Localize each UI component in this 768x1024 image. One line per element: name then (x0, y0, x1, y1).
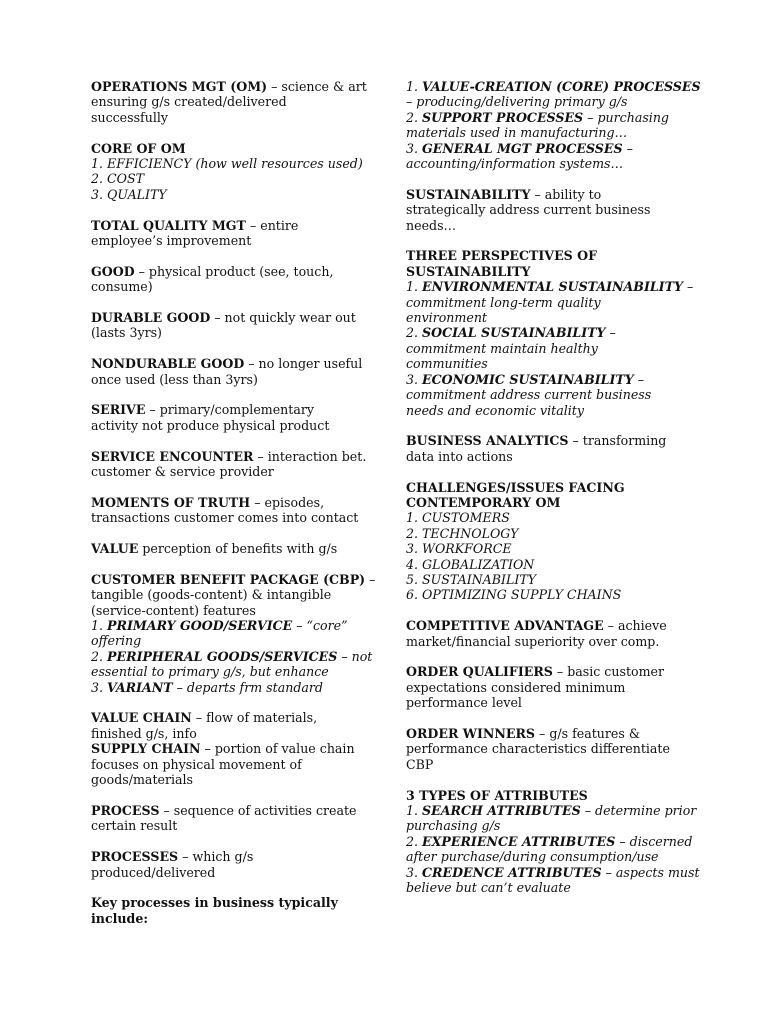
text-run: focuses on physical movement of (91, 756, 302, 772)
right-column (406, 79, 701, 895)
text-line (406, 310, 682, 325)
text-run: – (682, 279, 694, 295)
text-line (406, 94, 682, 109)
text-run: performance level (406, 695, 522, 711)
text-line (406, 726, 682, 741)
text-line (406, 218, 682, 233)
text-run: – entire (245, 217, 299, 233)
term-heading: CONTEMPORARY OM (406, 494, 561, 510)
note-block (91, 849, 363, 880)
note-block (91, 264, 363, 295)
text-run: produced/delivered (91, 864, 216, 880)
text-run: – basic customer (552, 664, 664, 680)
term-heading: SERVICE ENCOUNTER (91, 448, 254, 464)
text-line (91, 156, 363, 171)
text-run: – which g/s (178, 849, 254, 865)
text-line (91, 895, 363, 910)
text-line (406, 757, 682, 772)
text-line (91, 587, 363, 602)
term-heading: ENVIRONMENTAL SUSTAINABILITY (422, 279, 683, 295)
text-run: – physical product (see, touch, (134, 263, 334, 279)
text-line (91, 571, 376, 587)
note-block (91, 218, 363, 249)
text-line (91, 325, 363, 340)
text-run: 3. (91, 679, 108, 695)
text-run: 1. EFFICIENCY (how well resources used) (91, 156, 363, 172)
text-run: needs… (406, 217, 457, 233)
text-run: successfully (91, 109, 169, 125)
text-line (91, 726, 363, 741)
text-run: tangible (goods-content) & intangible (91, 587, 332, 603)
text-line (91, 680, 363, 695)
text-run: – aspects must (601, 864, 700, 880)
text-line (406, 110, 682, 125)
text-line (406, 403, 682, 418)
text-line (91, 448, 367, 464)
text-line (91, 79, 367, 94)
text-run: 2. (406, 833, 423, 849)
text-run: expectations considered minimum (406, 679, 626, 695)
text-run: believe but can’t evaluate (406, 880, 571, 895)
text-run: 3. QUALITY (91, 186, 167, 202)
text-line (91, 402, 363, 417)
text-run: 4. GLOBALIZATION (406, 556, 535, 572)
text-run: CBP (406, 756, 434, 772)
text-run: – (633, 371, 645, 387)
term-heading: COMPETITIVE ADVANTAGE (406, 618, 604, 634)
text-line (91, 803, 363, 818)
text-line (406, 433, 682, 448)
text-run: 3. (406, 864, 423, 880)
text-line (406, 541, 682, 556)
text-run: offering (91, 633, 142, 649)
text-line (91, 372, 363, 387)
text-run: 5. SUSTAINABILITY (406, 571, 537, 587)
text-line (406, 125, 682, 140)
term-heading: VALUE-CREATION (CORE) PROCESSES (422, 79, 701, 94)
text-run: goods/materials (91, 772, 194, 788)
text-line (91, 279, 363, 294)
text-line (406, 295, 682, 310)
text-line (406, 187, 682, 202)
text-line (406, 864, 700, 880)
text-line (91, 94, 363, 109)
text-run: – portion of value chain (200, 741, 355, 757)
note-block (91, 895, 363, 926)
text-run: consume) (91, 279, 153, 295)
text-run: materials used in manufacturing… (406, 125, 628, 141)
text-run: communities (406, 356, 488, 372)
term-heading: include: (91, 910, 149, 926)
term-heading: Key processes in business typically (91, 895, 338, 911)
text-run: customer & service provider (91, 464, 274, 480)
note-block (91, 803, 363, 834)
term-heading: GENERAL MGT PROCESSES (422, 140, 623, 156)
text-run: 6. OPTIMIZING SUPPLY CHAINS (406, 587, 622, 603)
text-line (406, 818, 682, 833)
term-heading: CHALLENGES/ISSUES FACING (406, 479, 625, 495)
text-line (91, 757, 363, 772)
term-heading: SUPPLY CHAIN (91, 741, 201, 757)
term-heading: MOMENTS OF TRUTH (91, 494, 251, 510)
text-line (406, 557, 682, 572)
text-run: – (365, 571, 376, 587)
text-line (406, 79, 701, 94)
text-line (91, 356, 363, 371)
text-run: – determine prior (580, 802, 697, 818)
text-run: – “core” (292, 618, 348, 634)
text-line (406, 279, 694, 295)
text-run: 2. TECHNOLOGY (406, 525, 519, 541)
term-heading: BUSINESS ANALYTICS (406, 433, 569, 449)
text-line (91, 141, 363, 156)
text-run: once used (less than 3yrs) (91, 371, 258, 387)
text-run: – interaction bet. (253, 448, 367, 464)
text-line (91, 233, 363, 248)
text-line (91, 187, 363, 202)
note-block (91, 710, 363, 787)
text-line (91, 264, 363, 279)
term-heading: VALUE (91, 541, 139, 557)
text-line (91, 510, 363, 525)
term-heading: SEARCH ATTRIBUTES (422, 802, 581, 818)
note-block (91, 141, 363, 203)
note-block (91, 495, 363, 526)
text-line (91, 603, 363, 618)
text-line (406, 495, 682, 510)
text-line (91, 818, 363, 833)
text-line (91, 865, 363, 880)
text-line (406, 695, 682, 710)
text-line (406, 634, 682, 649)
text-run: commitment maintain healthy (406, 340, 598, 356)
text-line (91, 741, 363, 756)
text-line (91, 710, 363, 725)
text-run: needs and economic vitality (406, 402, 584, 418)
text-run: 3. (406, 371, 423, 387)
text-line (406, 248, 682, 263)
text-run: – episodes, (250, 494, 325, 510)
text-line (406, 141, 682, 156)
text-run: performance characteristics differentiate (406, 741, 670, 757)
text-run: 2. COST (91, 171, 145, 187)
text-run: 3. (406, 140, 423, 156)
text-run: – not quickly wear out (210, 310, 356, 326)
note-block (406, 726, 682, 772)
term-heading: GOOD (91, 263, 135, 279)
text-run: perception of benefits with g/s (138, 541, 338, 557)
text-line (91, 633, 363, 648)
text-line (406, 202, 682, 217)
text-line (406, 680, 682, 695)
text-line (406, 788, 682, 803)
text-line (91, 110, 363, 125)
text-line (406, 510, 682, 525)
text-run: (service-content) features (91, 602, 256, 618)
text-line (406, 387, 682, 402)
text-run: after purchase/during consumption/use (406, 849, 659, 865)
text-run: – ability to (530, 186, 602, 202)
text-line (91, 418, 363, 433)
text-run: 1. (406, 802, 423, 818)
text-line (91, 772, 363, 787)
term-heading: PROCESSES (91, 849, 179, 865)
term-heading: TOTAL QUALITY MGT (91, 217, 246, 233)
note-block (406, 787, 700, 896)
text-line (91, 849, 363, 864)
text-run: (lasts 3yrs) (91, 325, 162, 341)
text-run: commitment long-term quality (406, 294, 601, 310)
term-heading: PROCESS (91, 802, 160, 818)
text-line (91, 171, 363, 186)
text-run: – sequence of activities create (159, 802, 357, 818)
text-line (406, 664, 682, 679)
text-run: market/financial superiority over comp. (406, 633, 660, 649)
note-block (406, 248, 694, 418)
term-heading: SUPPORT PROCESSES (422, 109, 584, 125)
term-heading: THREE PERSPECTIVES OF (406, 248, 598, 264)
term-heading: 3 TYPES OF ATTRIBUTES (406, 787, 588, 803)
term-heading: CORE OF OM (91, 140, 186, 156)
note-block (406, 79, 701, 172)
text-line (406, 880, 682, 895)
note-block (406, 664, 682, 710)
left-column (91, 79, 376, 926)
text-run: – not (337, 648, 373, 664)
text-line (406, 480, 682, 495)
text-run: – discerned (615, 833, 693, 849)
text-line (406, 372, 682, 387)
term-heading: CREDENCE ATTRIBUTES (422, 864, 602, 880)
text-line (91, 218, 363, 233)
text-line (406, 449, 682, 464)
text-run: – primary/complementary (145, 402, 314, 418)
text-line (91, 541, 363, 556)
text-line (406, 341, 682, 356)
text-line (406, 526, 682, 541)
text-line (406, 325, 682, 340)
term-heading: VARIANT (107, 679, 173, 695)
text-run: accounting/information systems… (406, 156, 624, 172)
text-line (406, 572, 682, 587)
text-line (406, 587, 682, 602)
text-line (91, 495, 363, 510)
text-line (406, 741, 682, 756)
text-line (91, 911, 363, 926)
text-run: – (605, 325, 616, 341)
text-run: 3. WORKFORCE (406, 541, 512, 557)
term-heading: ORDER QUALIFIERS (406, 664, 553, 680)
text-run: certain result (91, 818, 178, 834)
note-block (406, 480, 682, 603)
text-line (91, 664, 363, 679)
term-heading: SERIVE (91, 402, 146, 418)
text-line (91, 648, 373, 664)
term-heading: CUSTOMER BENEFIT PACKAGE (CBP) (91, 571, 366, 587)
text-run: 2. (406, 109, 423, 125)
text-run: data into actions (406, 448, 513, 464)
note-block (406, 618, 682, 649)
text-run: purchasing g/s (406, 818, 501, 834)
note-block (406, 187, 682, 233)
note-block (91, 79, 367, 125)
text-run: 1. CUSTOMERS (406, 510, 510, 526)
text-run: – flow of materials, (191, 710, 318, 726)
text-run: – g/s features & (535, 725, 641, 741)
note-block (91, 310, 363, 341)
text-run: 1. (406, 279, 423, 295)
term-heading: OPERATIONS MGT (OM) (91, 79, 268, 94)
term-heading: SOCIAL SUSTAINABILITY (422, 325, 606, 341)
text-run: 2. (91, 648, 108, 664)
text-run: 1. (91, 618, 108, 634)
text-line (406, 802, 697, 818)
term-heading: SUSTAINABILITY (406, 263, 531, 279)
text-line (406, 618, 682, 633)
text-run: finished g/s, info (91, 725, 197, 741)
note-block (91, 356, 363, 387)
text-run: employee’s improvement (91, 233, 252, 249)
term-heading: DURABLE GOOD (91, 310, 211, 326)
text-run: 2. (406, 325, 423, 341)
text-line (406, 833, 693, 849)
text-line (91, 464, 363, 479)
text-run: essential to primary g/s, but enhance (91, 664, 329, 680)
text-run: – achieve (603, 618, 667, 634)
term-heading: PRIMARY GOOD/SERVICE (107, 618, 293, 634)
term-heading: VALUE CHAIN (91, 710, 192, 726)
term-heading: ECONOMIC SUSTAINABILITY (422, 371, 634, 387)
text-run: – purchasing (583, 109, 669, 125)
text-line (91, 310, 363, 325)
text-run: – producing/delivering primary g/s (406, 94, 628, 110)
text-line (406, 156, 682, 171)
text-run: – transforming (568, 433, 667, 449)
text-line (406, 264, 682, 279)
text-run: ensuring g/s created/delivered (91, 94, 287, 110)
text-run: strategically address current business (406, 202, 651, 218)
text-run: transactions customer comes into contact (91, 510, 359, 526)
text-run: – departs frm standard (172, 679, 323, 695)
note-block (91, 402, 363, 433)
note-block (406, 433, 682, 464)
text-line (406, 849, 682, 864)
text-run: activity not produce physical product (91, 417, 330, 433)
note-block (91, 448, 367, 480)
text-run: – (622, 140, 633, 156)
text-line (91, 618, 363, 633)
text-run: commitment address current business (406, 387, 652, 403)
term-heading: NONDURABLE GOOD (91, 356, 245, 372)
term-heading: SUSTAINABILITY (406, 186, 531, 202)
note-block (91, 541, 363, 556)
text-run: – science & art (267, 79, 367, 94)
text-run: – no longer useful (244, 356, 363, 372)
text-run: 1. (406, 79, 423, 94)
text-line (406, 356, 682, 371)
term-heading: ORDER WINNERS (406, 725, 536, 741)
text-run: environment (406, 310, 487, 326)
term-heading: PERIPHERAL GOODS/SERVICES (107, 648, 338, 664)
note-block (91, 571, 376, 695)
term-heading: EXPERIENCE ATTRIBUTES (422, 833, 616, 849)
